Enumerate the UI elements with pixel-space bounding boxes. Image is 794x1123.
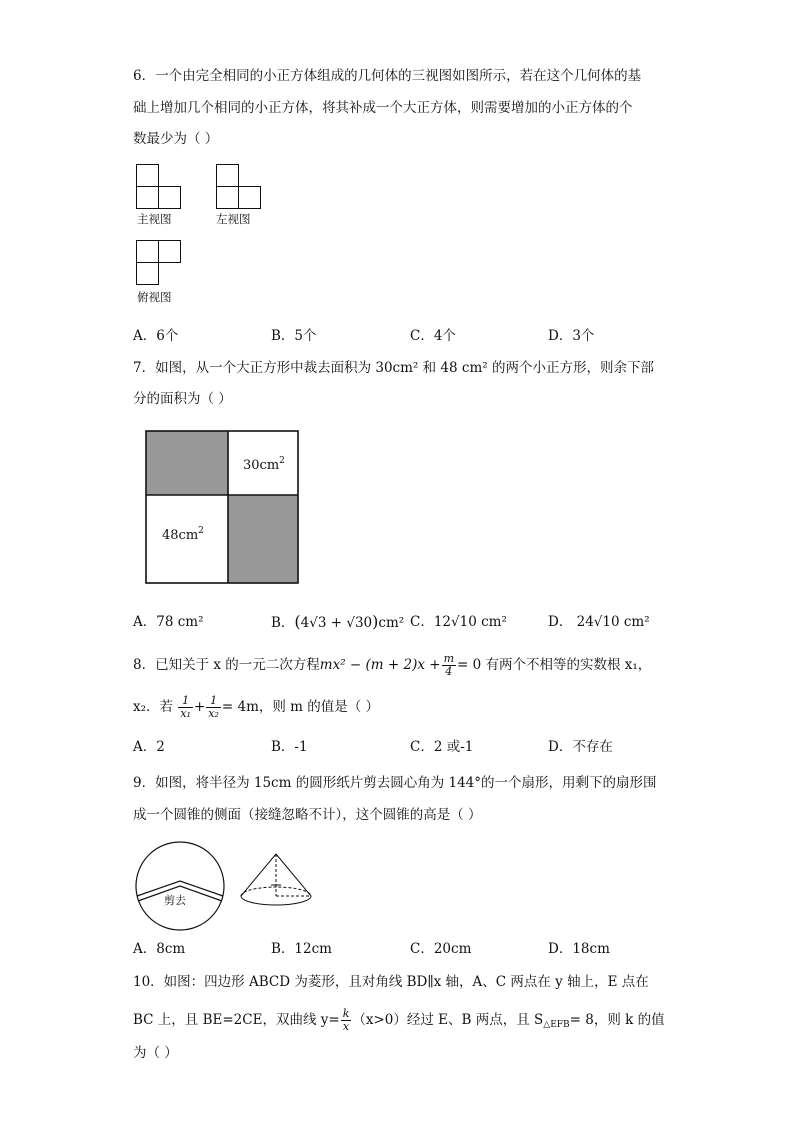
q7-shaded-square-top-left (146, 431, 228, 495)
q7-option-a: A．78 cm² (133, 614, 204, 630)
q7-label-30: $30cm^2$ (243, 456, 285, 473)
q6-front-view-label: 主视图 (137, 212, 172, 226)
q8-option-b: B．-1 (271, 739, 308, 755)
q9-option-d: D．18cm (548, 941, 610, 957)
q7-option-b: B．(4√3 + √30)cm² (271, 612, 405, 631)
q8-option-c: C．2 或-1 (410, 739, 474, 755)
q8-fraction-m-over-4: $\frac{m}{4}$ (443, 652, 454, 678)
q6-option-c: C．4个 (410, 328, 456, 344)
q6-text-line3: 数最少为（ ） (133, 131, 219, 147)
q8-text-line1: 8．已知关于 x 的一元二次方程mx² − (m + 2)x + $\frac{m}{4}$ = 0 有两个不相等的实数根 x₁， (133, 652, 652, 678)
q7-option-c: C．12√10 cm² (410, 614, 507, 630)
q6-text-line1: 6．一个由完全相同的小正方体组成的几何体的三视图如图所示，若在这个几何体的基 (133, 68, 642, 84)
q7-shaded-square-bottom-right (228, 495, 298, 583)
q9-circle-cut-figure (134, 840, 226, 932)
q8-option-d: D．不存在 (548, 739, 613, 755)
q8-fraction-1-over-x1: $\frac{1}{\text{x₁}}$ (180, 694, 191, 720)
q6-left-view-label: 左视图 (216, 212, 251, 226)
q6-text-line2: 础上增加几个相同的小正方体，将其补成一个大正方体，则需要增加的小正方体的个 (133, 100, 633, 116)
q7-option-d: D． 24√10 cm² (548, 614, 650, 630)
q10-text-line3: 为（ ） (133, 1045, 178, 1061)
q7-text-line1: 7．如图，从一个大正方形中裁去面积为 30cm² 和 48 cm² 的两个小正方形，则余下部 (133, 360, 654, 376)
q6-top-view-label: 俯视图 (137, 290, 172, 304)
q10-text-line2: BC 上，且 BE=2CE，双曲线 y= $\frac{k}{x}$ （x>0）经过 E、B 两点，且 $S_{\triangle EFB}= 8$，则 k 的值 (133, 1007, 665, 1033)
q9-cone-figure (238, 852, 318, 912)
q10-text-line1: 10．如图：四边形 ABCD 为菱形，且对角线 BD∥x 轴，A、C 两点在 y 轴上，E 点在 (133, 974, 649, 990)
q7-square-figure (145, 430, 299, 584)
q7-text-line2: 分的面积为（ ） (133, 391, 232, 407)
q9-text-line1: 9．如图，将半径为 15cm 的圆形纸片剪去圆心角为 144°的一个扇形，用剩下的扇形围 (133, 775, 657, 791)
q8-fraction-1-over-x2: $\frac{1}{\text{x₂}}$ (208, 694, 219, 720)
q9-cut-label: 剪去 (164, 894, 186, 907)
q9-option-b: B．12cm (271, 941, 332, 957)
q10-fraction-k-over-x: $\frac{k}{x}$ (342, 1007, 350, 1033)
q6-option-b: B．5个 (271, 328, 317, 344)
q9-text-line2: 成一个圆锥的侧面（接缝忽略不计），这个圆锥的高是（ ） (133, 807, 482, 823)
q6-top-view-figure (136, 240, 184, 288)
q6-left-view-figure (216, 164, 264, 212)
q9-option-c: C．20cm (410, 941, 472, 957)
q6-option-d: D．3个 (548, 328, 595, 344)
q7-label-48: $48cm^2$ (162, 526, 204, 543)
q8-text-line2: x₂．若 $\frac{1}{\text{x₁}}$ + $\frac{1}{\text{x₂}}$ = 4m，则 m 的值是（ ） (133, 694, 380, 720)
q6-front-view-figure (136, 164, 184, 212)
q6-option-a: A．6个 (133, 328, 179, 344)
q8-option-a: A．2 (133, 739, 165, 755)
q9-option-a: A．8cm (133, 941, 186, 957)
